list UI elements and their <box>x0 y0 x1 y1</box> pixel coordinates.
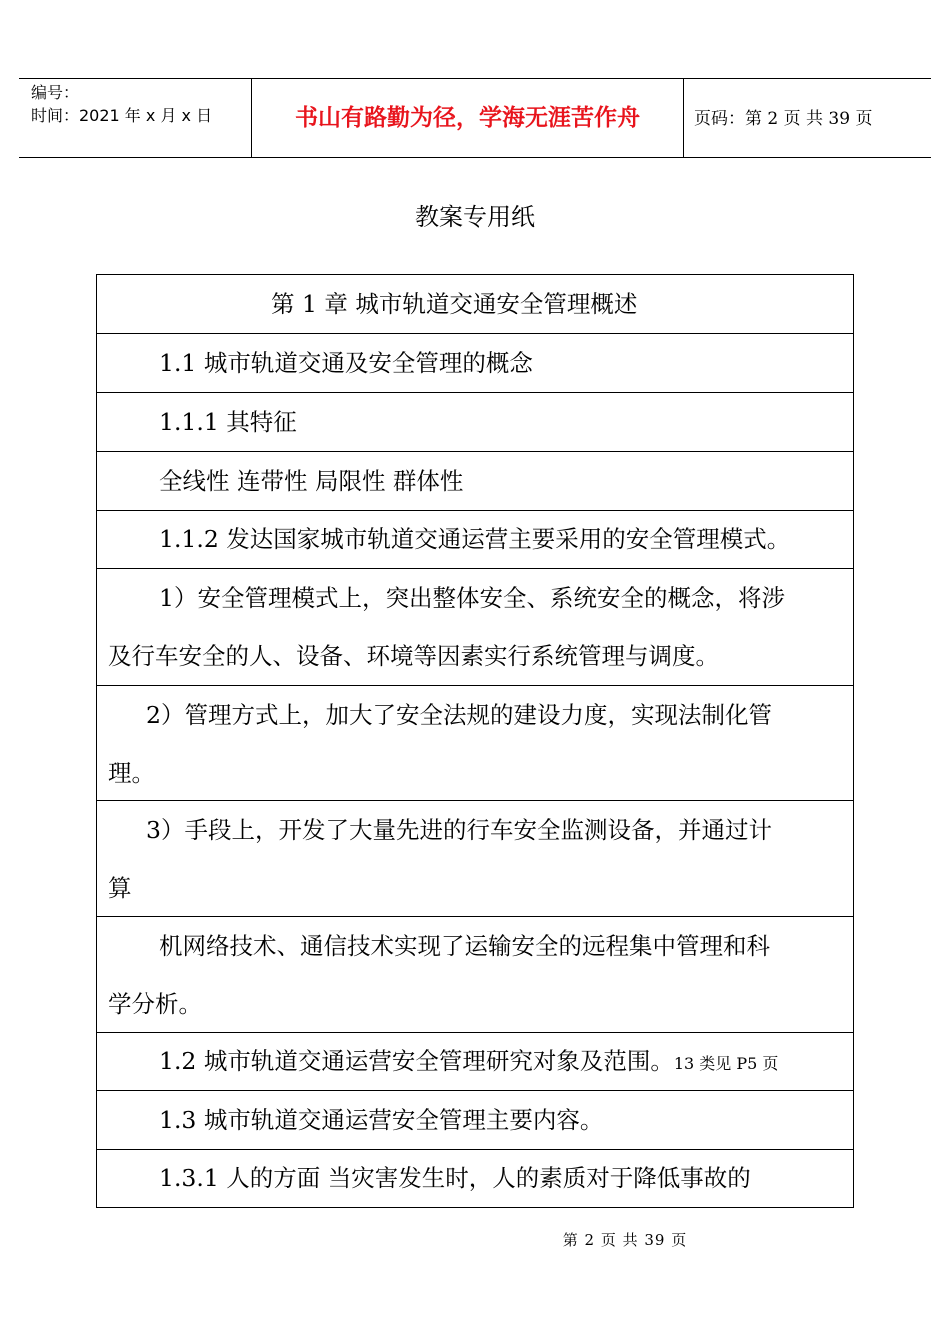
section-note: 13 类见 P5 页 <box>673 1054 779 1073</box>
section-heading: 1.3.1 人的方面 当灾害发生时，人的素质对于降低事故的 <box>159 1164 751 1192</box>
content-table <box>96 274 854 1208</box>
table-row <box>97 917 853 1033</box>
number-label: 编号： <box>31 83 80 102</box>
page-footer: 第 2 页 共 39 页 <box>562 1231 688 1249</box>
table-row <box>97 686 853 801</box>
paragraph-line: 1）安全管理模式上，突出整体安全、系统安全的概念，将涉 <box>159 584 785 612</box>
paragraph-line: 3）手段上，开发了大量先进的行车安全监测设备，并通过计 <box>146 816 772 844</box>
table-row <box>97 452 853 511</box>
header-meta-cell <box>19 79 252 157</box>
header-motto-cell <box>252 79 684 157</box>
section-heading: 1.1 城市轨道交通及安全管理的概念 <box>159 349 533 377</box>
features-text: 全线性 连带性 局限性 群体性 <box>159 467 464 495</box>
section-heading-with-note <box>159 1046 778 1079</box>
table-row <box>97 1033 853 1091</box>
motto: 书山有路勤为径，学海无涯苦作舟 <box>295 105 640 131</box>
section-heading: 1.2 城市轨道交通运营安全管理研究对象及范围。 <box>159 1047 674 1075</box>
paragraph-line: 学分析。 <box>108 990 202 1018</box>
section-heading: 1.1.1 其特征 <box>159 408 297 436</box>
document-header <box>19 78 931 158</box>
table-row <box>97 1091 853 1150</box>
chapter-title: 第 1 章 城市轨道交通安全管理概述 <box>271 290 638 318</box>
paragraph-line: 算 <box>108 874 132 902</box>
table-row <box>97 393 853 452</box>
paragraph-line: 机网络技术、通信技术实现了运输安全的远程集中管理和科 <box>159 932 770 960</box>
section-heading: 1.1.2 发达国家城市轨道交通运营主要采用的安全管理模式。 <box>159 525 791 553</box>
section-heading: 1.3 城市轨道交通运营安全管理主要内容。 <box>159 1106 604 1134</box>
paragraph-line: 2）管理方式上，加大了安全法规的建设力度，实现法制化管 <box>146 701 772 729</box>
page-title: 教案专用纸 <box>415 203 535 231</box>
table-row <box>97 275 853 334</box>
header-page-cell <box>684 79 931 157</box>
time-label: 时间：2021 年 x 月 x 日 <box>31 106 213 125</box>
table-row <box>97 801 853 917</box>
table-row <box>97 1150 853 1208</box>
page-info: 页码：第 2 页 共 39 页 <box>694 109 873 129</box>
table-row <box>97 511 853 569</box>
paragraph-line: 理。 <box>108 759 155 787</box>
paragraph-line: 及行车安全的人、设备、环境等因素实行系统管理与调度。 <box>108 642 719 670</box>
table-row <box>97 569 853 686</box>
table-row <box>97 334 853 393</box>
